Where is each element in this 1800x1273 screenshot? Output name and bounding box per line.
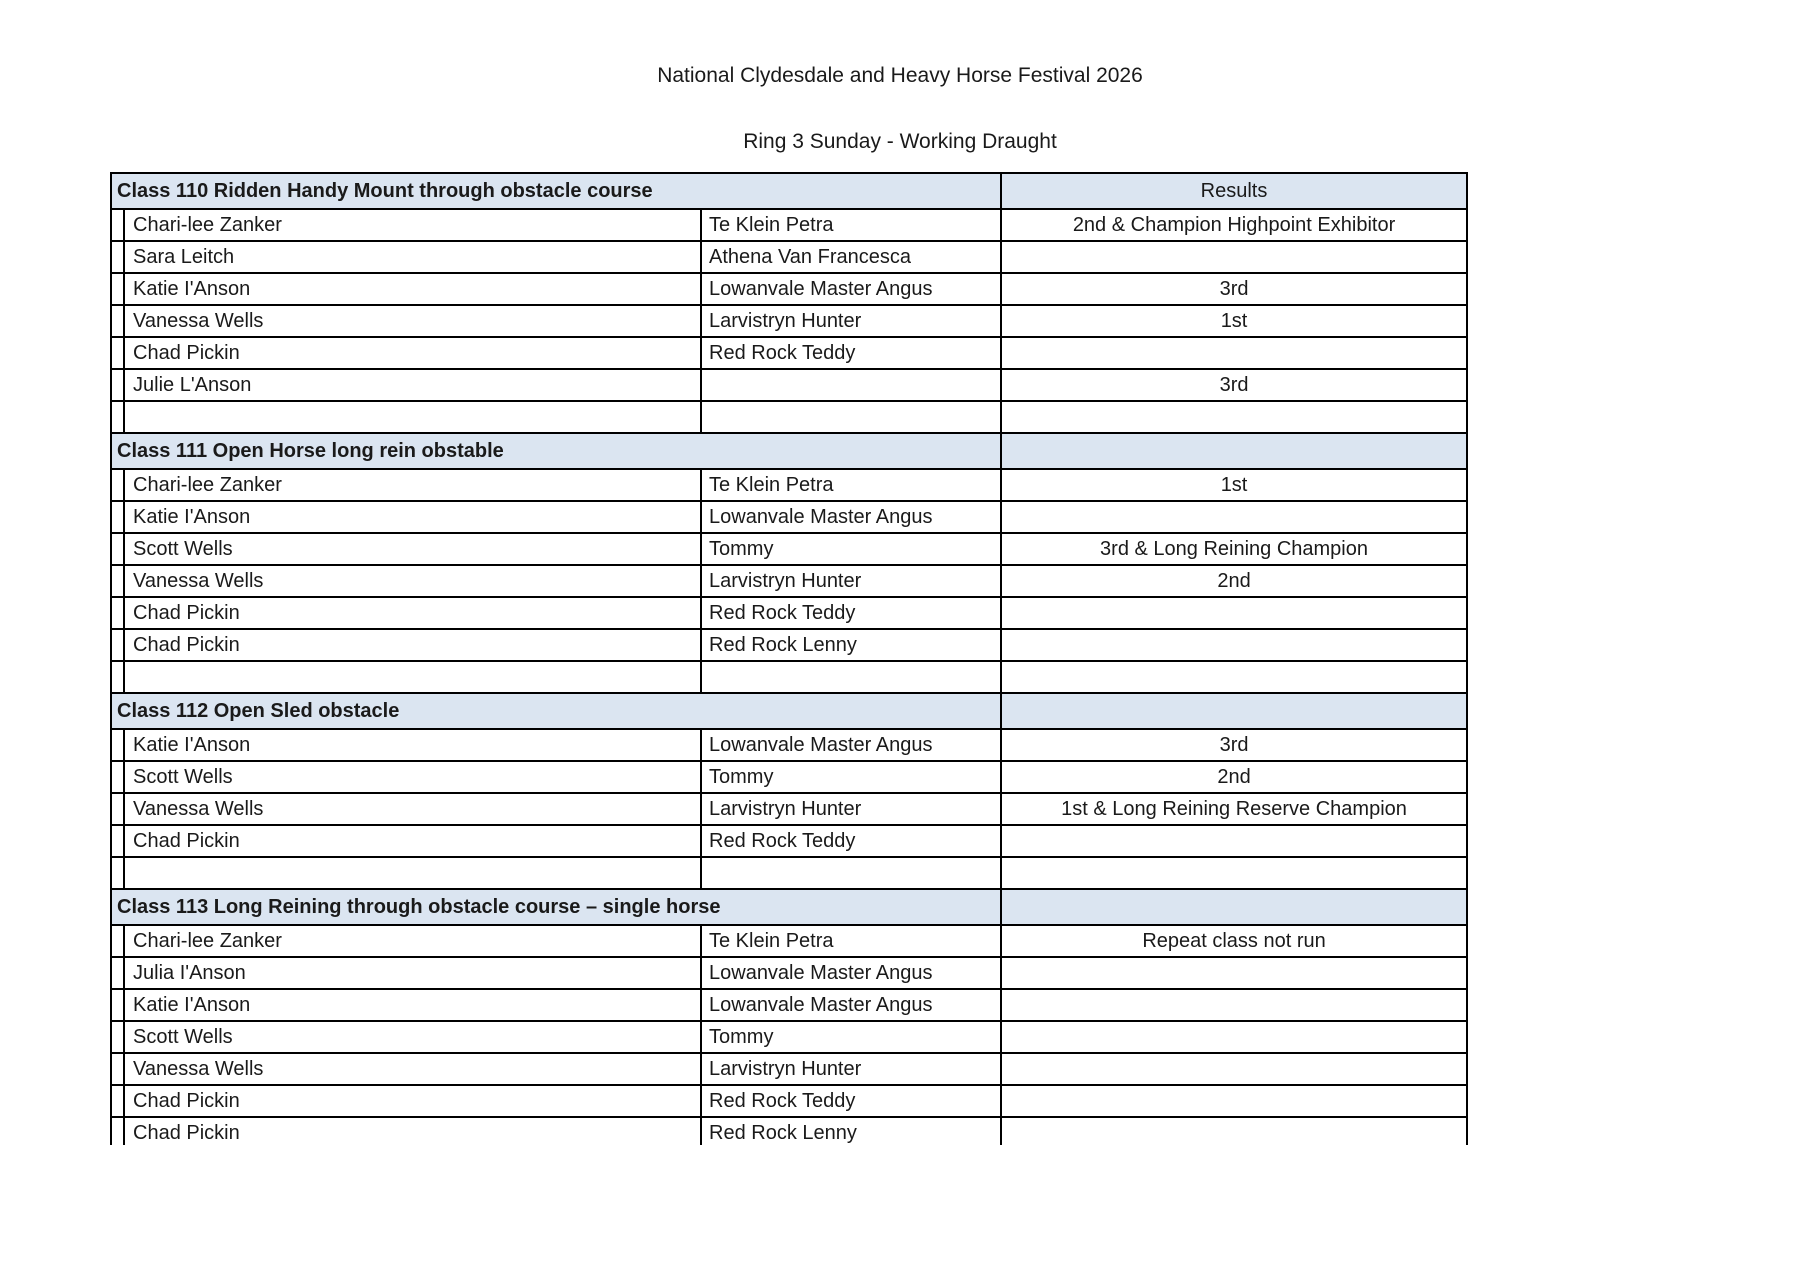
class-header-results-cell [1001,889,1467,925]
class-header-row [111,889,1467,925]
table-row [111,857,1467,889]
rider-cell: Chari-lee Zanker [124,469,701,501]
rider-cell: Vanessa Wells [124,305,701,337]
horse-cell: Lowanvale Master Angus [701,989,1001,1021]
spacer-cell [111,1021,124,1053]
class-title: Class 110 Ridden Handy Mount through obstacle course [111,173,1001,209]
result-cell: 2nd [1001,565,1467,597]
table-row [111,597,1467,629]
horse-cell: Red Rock Lenny [701,1117,1001,1145]
horse-cell: Tommy [701,533,1001,565]
result-cell [1001,957,1467,989]
results-table [110,172,1468,1145]
table-row [111,661,1467,693]
result-cell [1001,629,1467,661]
rider-cell: Chari-lee Zanker [124,925,701,957]
table-row [111,1021,1467,1053]
result-cell: 3rd [1001,369,1467,401]
page-title: National Clydesdale and Heavy Horse Festival 2026 [657,64,1143,87]
spacer-cell [111,305,124,337]
table-row [111,305,1467,337]
horse-cell: Tommy [701,1021,1001,1053]
horse-cell: Larvistryn Hunter [701,565,1001,597]
table-row [111,273,1467,305]
results-table-body [111,173,1467,1145]
rider-cell: Chad Pickin [124,337,701,369]
result-cell [1001,241,1467,273]
class-header-row [111,173,1467,209]
results-column-header: Results [1001,173,1467,209]
class-title: Class 111 Open Horse long rein obstable [111,433,1001,469]
horse-cell: Te Klein Petra [701,469,1001,501]
result-cell: Repeat class not run [1001,925,1467,957]
horse-cell: Lowanvale Master Angus [701,273,1001,305]
spacer-cell [111,661,124,693]
spacer-cell [111,337,124,369]
spacer-cell [111,629,124,661]
horse-cell: Te Klein Petra [701,925,1001,957]
result-cell: 1st & Long Reining Reserve Champion [1001,793,1467,825]
result-cell [1001,825,1467,857]
spacer-cell [111,761,124,793]
rider-cell: Katie I'Anson [124,989,701,1021]
horse-cell: Larvistryn Hunter [701,1053,1001,1085]
horse-cell: Te Klein Petra [701,209,1001,241]
class-header-results-cell [1001,693,1467,729]
class-header-row [111,433,1467,469]
horse-cell: Lowanvale Master Angus [701,957,1001,989]
results-table-container [110,172,1472,1145]
rider-cell: Sara Leitch [124,241,701,273]
horse-cell: Red Rock Teddy [701,825,1001,857]
rider-cell: Vanessa Wells [124,565,701,597]
horse-cell: Larvistryn Hunter [701,793,1001,825]
rider-cell: Chad Pickin [124,1085,701,1117]
table-row [111,729,1467,761]
spacer-cell [111,1085,124,1117]
table-row [111,1085,1467,1117]
table-row [111,629,1467,661]
result-cell: 1st [1001,305,1467,337]
spacer-cell [111,729,124,761]
result-cell: 2nd [1001,761,1467,793]
horse-cell: Lowanvale Master Angus [701,729,1001,761]
table-row [111,337,1467,369]
spacer-cell [111,825,124,857]
result-cell [1001,1085,1467,1117]
page-subtitle: Ring 3 Sunday - Working Draught [743,130,1057,153]
spacer-cell [111,957,124,989]
spacer-cell [111,989,124,1021]
result-cell [1001,597,1467,629]
rider-cell: Chad Pickin [124,597,701,629]
table-row [111,925,1467,957]
table-row [111,761,1467,793]
horse-cell [701,857,1001,889]
spacer-cell [111,565,124,597]
spacer-cell [111,241,124,273]
table-row [111,401,1467,433]
class-header-row [111,693,1467,729]
spacer-cell [111,369,124,401]
result-cell: 3rd & Long Reining Champion [1001,533,1467,565]
class-title: Class 112 Open Sled obstacle [111,693,1001,729]
spacer-cell [111,793,124,825]
result-cell: 2nd & Champion Highpoint Exhibitor [1001,209,1467,241]
spacer-cell [111,501,124,533]
rider-cell: Chari-lee Zanker [124,209,701,241]
horse-cell: Red Rock Teddy [701,1085,1001,1117]
rider-cell: Katie I'Anson [124,501,701,533]
horse-cell: Lowanvale Master Angus [701,501,1001,533]
rider-cell [124,661,701,693]
rider-cell: Chad Pickin [124,629,701,661]
spacer-cell [111,1117,124,1145]
horse-cell: Athena Van Francesca [701,241,1001,273]
horse-cell [701,401,1001,433]
rider-cell [124,857,701,889]
spacer-cell [111,857,124,889]
table-row [111,369,1467,401]
spacer-cell [111,469,124,501]
result-cell [1001,1053,1467,1085]
spacer-cell [111,273,124,305]
table-row [111,533,1467,565]
result-cell [1001,661,1467,693]
spacer-cell [111,209,124,241]
table-row [111,825,1467,857]
rider-cell: Scott Wells [124,1021,701,1053]
rider-cell: Scott Wells [124,761,701,793]
result-cell [1001,1117,1467,1145]
table-row [111,469,1467,501]
table-row [111,1053,1467,1085]
result-cell [1001,337,1467,369]
result-cell: 1st [1001,469,1467,501]
rider-cell: Vanessa Wells [124,793,701,825]
rider-cell: Julia I'Anson [124,957,701,989]
result-cell [1001,501,1467,533]
rider-cell [124,401,701,433]
spacer-cell [111,597,124,629]
table-row [111,1117,1467,1145]
class-header-results-cell [1001,433,1467,469]
horse-cell [701,661,1001,693]
rider-cell: Katie I'Anson [124,729,701,761]
rider-cell: Vanessa Wells [124,1053,701,1085]
rider-cell: Chad Pickin [124,1117,701,1145]
result-cell [1001,989,1467,1021]
spacer-cell [111,533,124,565]
horse-cell: Larvistryn Hunter [701,305,1001,337]
rider-cell: Scott Wells [124,533,701,565]
horse-cell: Tommy [701,761,1001,793]
horse-cell: Red Rock Teddy [701,337,1001,369]
result-cell: 3rd [1001,273,1467,305]
spacer-cell [111,1053,124,1085]
table-row [111,241,1467,273]
result-cell: 3rd [1001,729,1467,761]
table-row [111,565,1467,597]
result-cell [1001,857,1467,889]
rider-cell: Chad Pickin [124,825,701,857]
table-row [111,209,1467,241]
table-row [111,501,1467,533]
horse-cell: Red Rock Teddy [701,597,1001,629]
result-cell [1001,1021,1467,1053]
rider-cell: Katie I'Anson [124,273,701,305]
horse-cell [701,369,1001,401]
spacer-cell [111,925,124,957]
table-row [111,957,1467,989]
horse-cell: Red Rock Lenny [701,629,1001,661]
table-row [111,989,1467,1021]
result-cell [1001,401,1467,433]
spacer-cell [111,401,124,433]
class-title: Class 113 Long Reining through obstacle course – single horse [111,889,1001,925]
table-row [111,793,1467,825]
rider-cell: Julie L'Anson [124,369,701,401]
